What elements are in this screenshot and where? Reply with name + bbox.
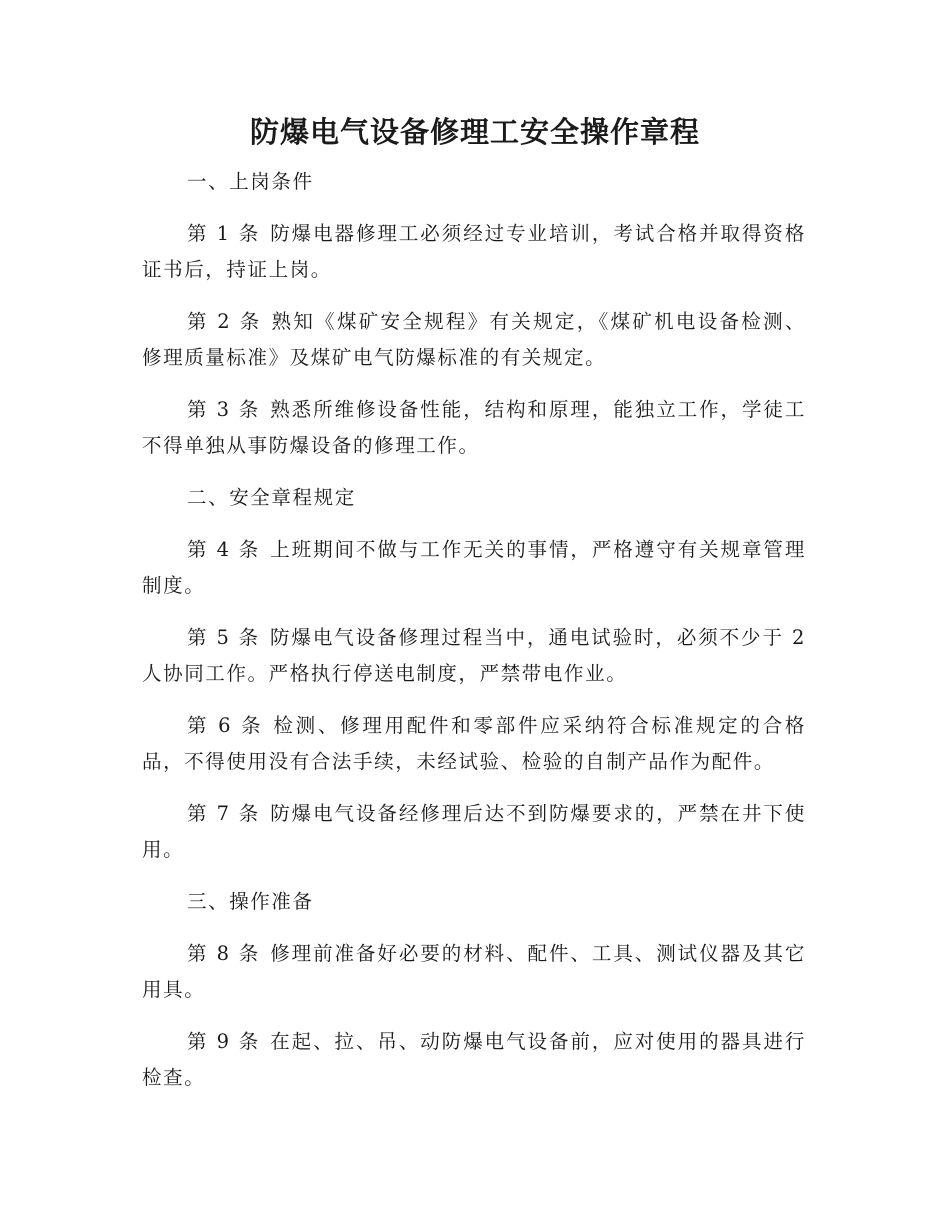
document-body (142, 164, 806, 1112)
article-1 (142, 216, 806, 288)
section-heading: 三、操作准备 (187, 890, 314, 913)
article-text: 修理前准备好必要的材料、配件、工具、测试仪器及其它用具。 (142, 942, 806, 1001)
article-number: 第 2 条 (187, 310, 262, 333)
article-number: 第 5 条 (187, 626, 261, 649)
article-number: 第 7 条 (187, 802, 261, 825)
article-number: 第 1 条 (187, 222, 261, 245)
article-number: 第 9 条 (187, 1030, 261, 1053)
article-2 (142, 304, 806, 376)
article-number: 第 6 条 (187, 714, 264, 737)
article-number: 第 8 条 (187, 942, 261, 965)
article-text: 防爆电器修理工必须经过专业培训，考试合格并取得资格证书后，持证上岗。 (142, 222, 806, 281)
section-heading: 二、安全章程规定 (187, 486, 356, 509)
article-6 (142, 708, 806, 780)
article-4 (142, 532, 806, 604)
article-8 (142, 936, 806, 1008)
article-number: 第 3 条 (187, 398, 261, 421)
section-heading: 一、上岗条件 (187, 170, 314, 193)
article-7 (142, 796, 806, 868)
article-3 (142, 392, 806, 464)
document-title: 防爆电气设备修理工安全操作章程 (249, 115, 700, 149)
article-9 (142, 1024, 806, 1096)
article-5 (142, 620, 806, 692)
article-text: 防爆电气设备经修理后达不到防爆要求的，严禁在井下使用。 (142, 802, 806, 861)
article-number: 第 4 条 (187, 538, 261, 561)
article-text: 熟悉所维修设备性能，结构和原理，能独立工作，学徒工不得单独从事防爆设备的修理工作。 (142, 398, 806, 457)
article-text: 防爆电气设备修理过程当中，通电试验时，必须不少于 2 人协同工作。严格执行停送电制度，严禁带电作业。 (142, 626, 806, 685)
article-text: 检测、修理用配件和零部件应采纳符合标准规定的合格品，不得使用没有合法手续，未经试验、检验的自制产品作为配件。 (142, 714, 806, 773)
article-text: 在起、拉、吊、动防爆电气设备前，应对使用的器具进行检查。 (142, 1030, 806, 1089)
article-text: 熟知《煤矿安全规程》有关规定，《煤矿机电设备检测、修理质量标准》及煤矿电气防爆标准的有关规定。 (142, 310, 806, 369)
article-text: 上班期间不做与工作无关的事情，严格遵守有关规章管理制度。 (142, 538, 806, 597)
